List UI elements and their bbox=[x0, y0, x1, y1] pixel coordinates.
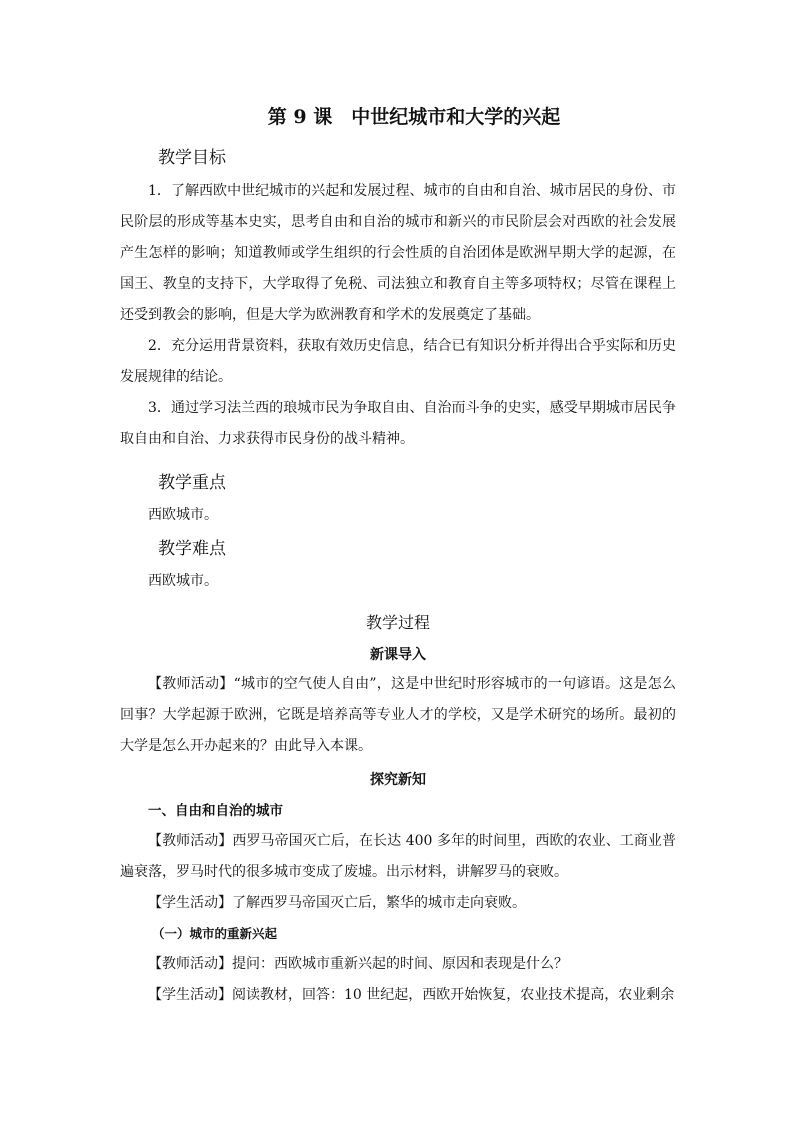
objectives-heading: 教学目标 bbox=[158, 148, 226, 168]
difficult-points-heading: 教学难点 bbox=[158, 539, 226, 559]
key-points-text: 西欧城市。 bbox=[148, 507, 218, 523]
part1-heading: 一、自由和自治的城市 bbox=[148, 803, 283, 819]
part1-student-activity: 【学生活动】了解西罗马帝国灭亡后，繁华的城市走向衰败。 bbox=[148, 895, 526, 911]
process-heading: 教学过程 bbox=[365, 613, 430, 632]
explore-heading: 探究新知 bbox=[370, 772, 426, 788]
part1-teacher-activity: 【教师活动】西罗马帝国灭亡后，在长达 400 多年的时间里，西欧的农业、工商业普遍衰落，罗马时代的很多城市变成了废墟。出示材料，讲解罗马的衰败。 bbox=[120, 833, 676, 880]
subsection1-student-activity: 【学生活动】阅读教材，回答：10 世纪起，西欧开始恢复，农业技术提高，农业剩余 bbox=[148, 987, 675, 1003]
objective-3: 3．通过学习法兰西的琅城市民为争取自由、自治而斗争的史实，感受早期城市居民争取自由和自治、力求获得市民身份的战斗精神。 bbox=[120, 400, 676, 447]
subsection1-heading: （一）城市的重新兴起 bbox=[152, 926, 278, 941]
intro-text: 【教师活动】“城市的空气使人自由”，这是中世纪时形容城市的一句谚语。这是怎么回事？大学起源于欧洲，它既是培养高等专业人才的学校，又是学术研究的场所。最初的大学是怎么开办起来的？由此导入本课。 bbox=[120, 676, 676, 754]
document-body bbox=[120, 104, 676, 1011]
objective-2: 2．充分运用背景资料，获取有效历史信息，结合已有知识分析并得出合乎实际和历史发展规律的结论。 bbox=[120, 338, 676, 385]
lesson-title: 第 9 课 中世纪城市和大学的兴起 bbox=[267, 106, 561, 128]
intro-heading: 新课导入 bbox=[370, 647, 426, 663]
key-points-heading: 教学重点 bbox=[158, 473, 226, 493]
subsection1-teacher-activity: 【教师活动】提问：西欧城市重新兴起的时间、原因和表现是什么？ bbox=[148, 956, 568, 972]
difficult-points-text: 西欧城市。 bbox=[148, 573, 218, 589]
objective-1: 1．了解西欧中世纪城市的兴起和发展过程、城市的自由和自治、城市居民的身份、市民阶层的形成等基本史实，思考自由和自治的城市和新兴的市民阶层会对西欧的社会发展产生怎样的影响；知道教师或学生组织的行会性质的自治团体是欧洲早期大学的起源，在国王、教皇的支持下，大学取得了免税、司法独立和教育自主等多项特权；尽管在课程上还受到教会的影响，但是大学为欧洲教育和学术的发展奠定了基础。 bbox=[120, 183, 676, 323]
